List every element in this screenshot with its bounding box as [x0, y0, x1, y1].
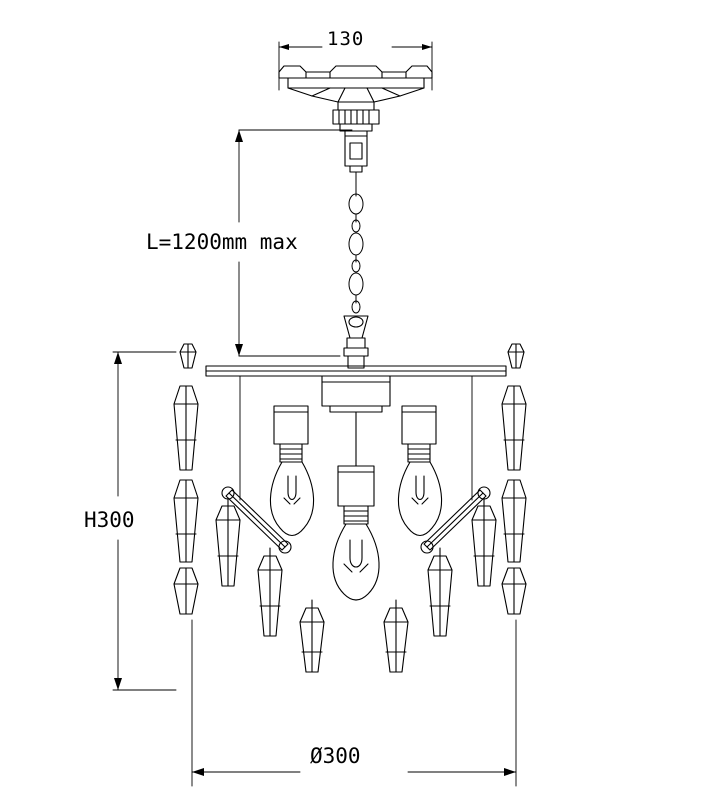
dimension-label-height: H300 — [84, 508, 135, 532]
dimension-label-drop-length: L=1200mm max — [146, 230, 298, 254]
suspension-chain — [349, 172, 363, 313]
bulb-center — [333, 466, 379, 600]
bulb-right — [398, 406, 441, 536]
crystal-column-far-left — [174, 344, 198, 614]
center-body — [322, 376, 390, 466]
bulb-left — [270, 406, 313, 536]
crystal-column-inner-right — [384, 498, 496, 672]
ceiling-canopy — [279, 66, 432, 102]
dimension-label-top-width: 130 — [327, 28, 365, 50]
dimension-label-diameter: Ø300 — [310, 744, 361, 768]
chain-terminal — [344, 316, 368, 368]
crystal-column-far-right — [502, 344, 526, 614]
crystal-column-inner-left — [216, 498, 324, 672]
suspension-housing — [345, 136, 367, 172]
canopy-hub — [333, 102, 379, 136]
